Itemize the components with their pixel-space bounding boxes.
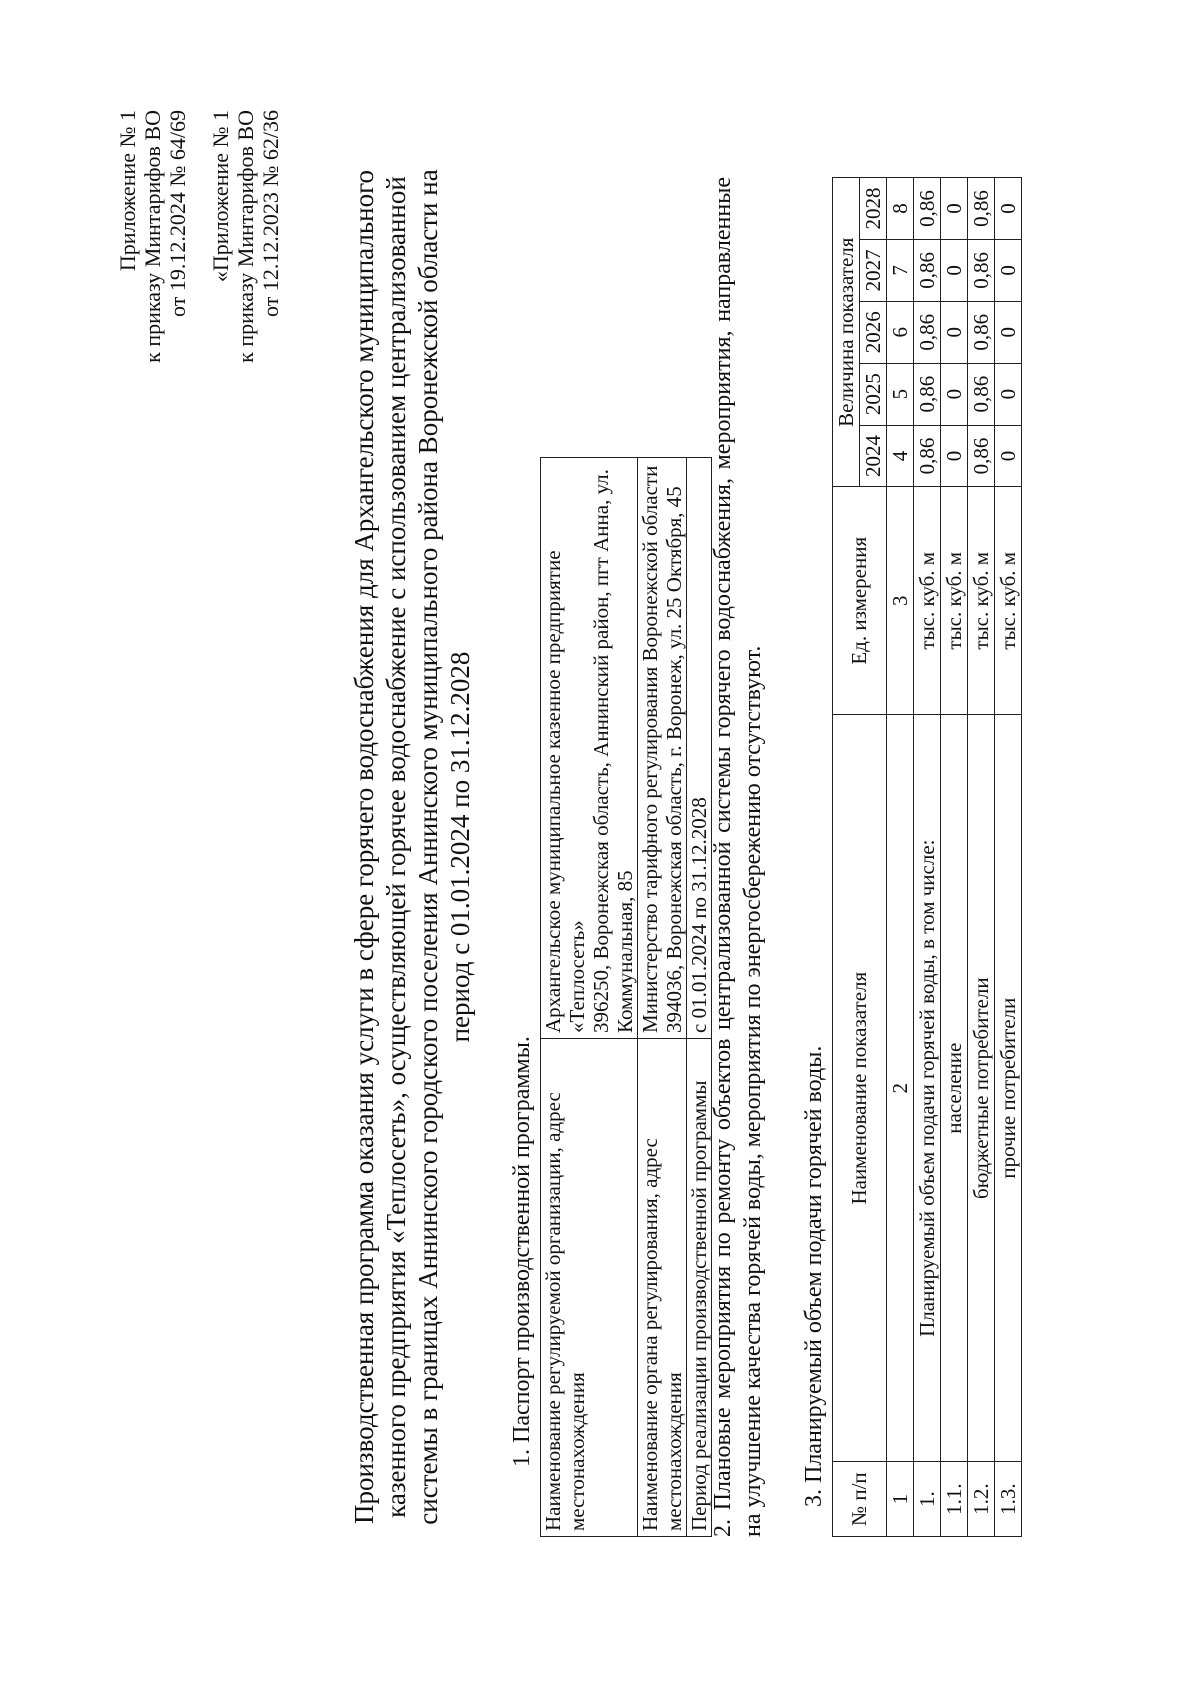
year-header: 2027 (860, 239, 887, 301)
table-row (541, 458, 638, 1537)
row-value: 0 (941, 363, 968, 425)
row-value: 0 (995, 178, 1022, 240)
row-value: 0 (941, 301, 968, 363)
row-value: 0 (941, 425, 968, 487)
row-value: 0,86 (914, 425, 941, 487)
col-index: 8 (887, 178, 914, 240)
row-name: Планируемый объем подачи горячей воды, в том числе: (914, 715, 941, 1462)
year-header: 2026 (860, 301, 887, 363)
table-row (941, 178, 968, 1537)
passport-table (540, 457, 712, 1537)
passport-label: Период реализации производственной программы (687, 1039, 712, 1537)
col-index: 7 (887, 239, 914, 301)
col-index: 2 (887, 715, 914, 1462)
passport-value-line: с 01.01.2024 по 31.12.2028 (687, 797, 711, 1033)
row-value: 0 (941, 178, 968, 240)
table-row (638, 458, 687, 1537)
row-value: 0 (941, 239, 968, 301)
section1-heading: 1. Паспорт производственной программы. (509, 1036, 535, 1467)
table-row (995, 178, 1022, 1537)
col-header-unit: Ед. измерения (833, 487, 887, 715)
passport-label: Наименование регулируемой организации, адрес местонахождения (541, 1039, 638, 1537)
col-index: 5 (887, 363, 914, 425)
row-value: 0,86 (914, 301, 941, 363)
col-header-value: Величина показателя (833, 178, 860, 487)
table-row (968, 178, 995, 1537)
row-value: 0 (995, 239, 1022, 301)
appendix-header-old (208, 110, 283, 363)
passport-label: Наименование органа регулирования, адрес местонахождения (638, 1039, 687, 1537)
passport-value-line: Министерство тарифного регулирования Воронежской области (638, 465, 662, 1033)
passport-value-line: Архангельское муниципальное казенное предприятие «Теплосеть» (541, 550, 589, 1033)
appendix-line: Приложение № 1 (115, 110, 140, 272)
appendix-line: от 19.12.2024 № 64/69 (165, 110, 190, 317)
appendix-line: от 12.12.2023 № 62/36 (258, 110, 283, 317)
table-index-row (887, 178, 914, 1537)
year-header: 2025 (860, 363, 887, 425)
row-value: 0,86 (914, 239, 941, 301)
col-index: 1 (887, 1462, 914, 1537)
row-value: 0 (995, 425, 1022, 487)
row-name: население (941, 715, 968, 1462)
row-value: 0,86 (968, 363, 995, 425)
row-value: 0,86 (914, 178, 941, 240)
row-value: 0,86 (968, 425, 995, 487)
row-unit: тыс. куб. м (995, 487, 1022, 715)
row-value: 0,86 (968, 178, 995, 240)
appendix-line: к приказу Минтарифов ВО (233, 110, 258, 363)
row-num: 1.1. (941, 1462, 968, 1537)
row-unit: тыс. куб. м (914, 487, 941, 715)
year-header: 2028 (860, 178, 887, 240)
appendix-line: к приказу Минтарифов ВО (140, 110, 165, 363)
row-value: 0,86 (968, 301, 995, 363)
passport-value (638, 458, 687, 1039)
row-unit: тыс. куб. м (968, 487, 995, 715)
document-title: Производственная программа оказания услуги в сфере горячего водоснабжения для Архангельского муниципального казенного предприятия «Теплосеть», осуществляющей горячее водоснабжение с использованием централизованной системы в границах Аннинского городского поселения Аннинского муниципального района Воронежской области на период с 01.01.2024 по 31.12.2028 (349, 169, 475, 1525)
row-unit: тыс. куб. м (941, 487, 968, 715)
passport-value-line: 394036, Воронежская область, г. Воронеж, ул. 25 Октября, 45 (662, 486, 686, 1033)
section2-text: 2. Плановые мероприятия по ремонту объектов централизованной системы горячего водоснабжения, мероприятия, направленные на улучшение качества горячей воды, мероприятия по энергосбережению отсутствуют. (710, 177, 766, 1537)
row-value: 0 (995, 363, 1022, 425)
row-value: 0,86 (914, 363, 941, 425)
col-index: 6 (887, 301, 914, 363)
row-num: 1.3. (995, 1462, 1022, 1537)
section3-heading: 3. Планируемый объем подачи горячей воды. (801, 1045, 827, 1507)
appendix-line: «Приложение № 1 (208, 110, 233, 283)
row-name: бюджетные потребители (968, 715, 995, 1462)
table-header-row (833, 178, 860, 1537)
col-index: 3 (887, 487, 914, 715)
row-num: 1.2. (968, 1462, 995, 1537)
hot-water-volume-table (832, 177, 1022, 1537)
appendix-header-new (115, 110, 190, 363)
row-value: 0 (995, 301, 1022, 363)
col-header-name: Наименование показателя (833, 715, 887, 1462)
year-header: 2024 (860, 425, 887, 487)
row-value: 0,86 (968, 239, 995, 301)
row-name: прочие потребители (995, 715, 1022, 1462)
col-index: 4 (887, 425, 914, 487)
passport-value-line: 396250, Воронежская область, Аннинский район, пгт Анна, ул. Коммунальная, 85 (589, 469, 637, 1033)
table-row (914, 178, 941, 1537)
col-header-num: № п/п (833, 1462, 887, 1537)
passport-value (541, 458, 638, 1039)
row-num: 1. (914, 1462, 941, 1537)
